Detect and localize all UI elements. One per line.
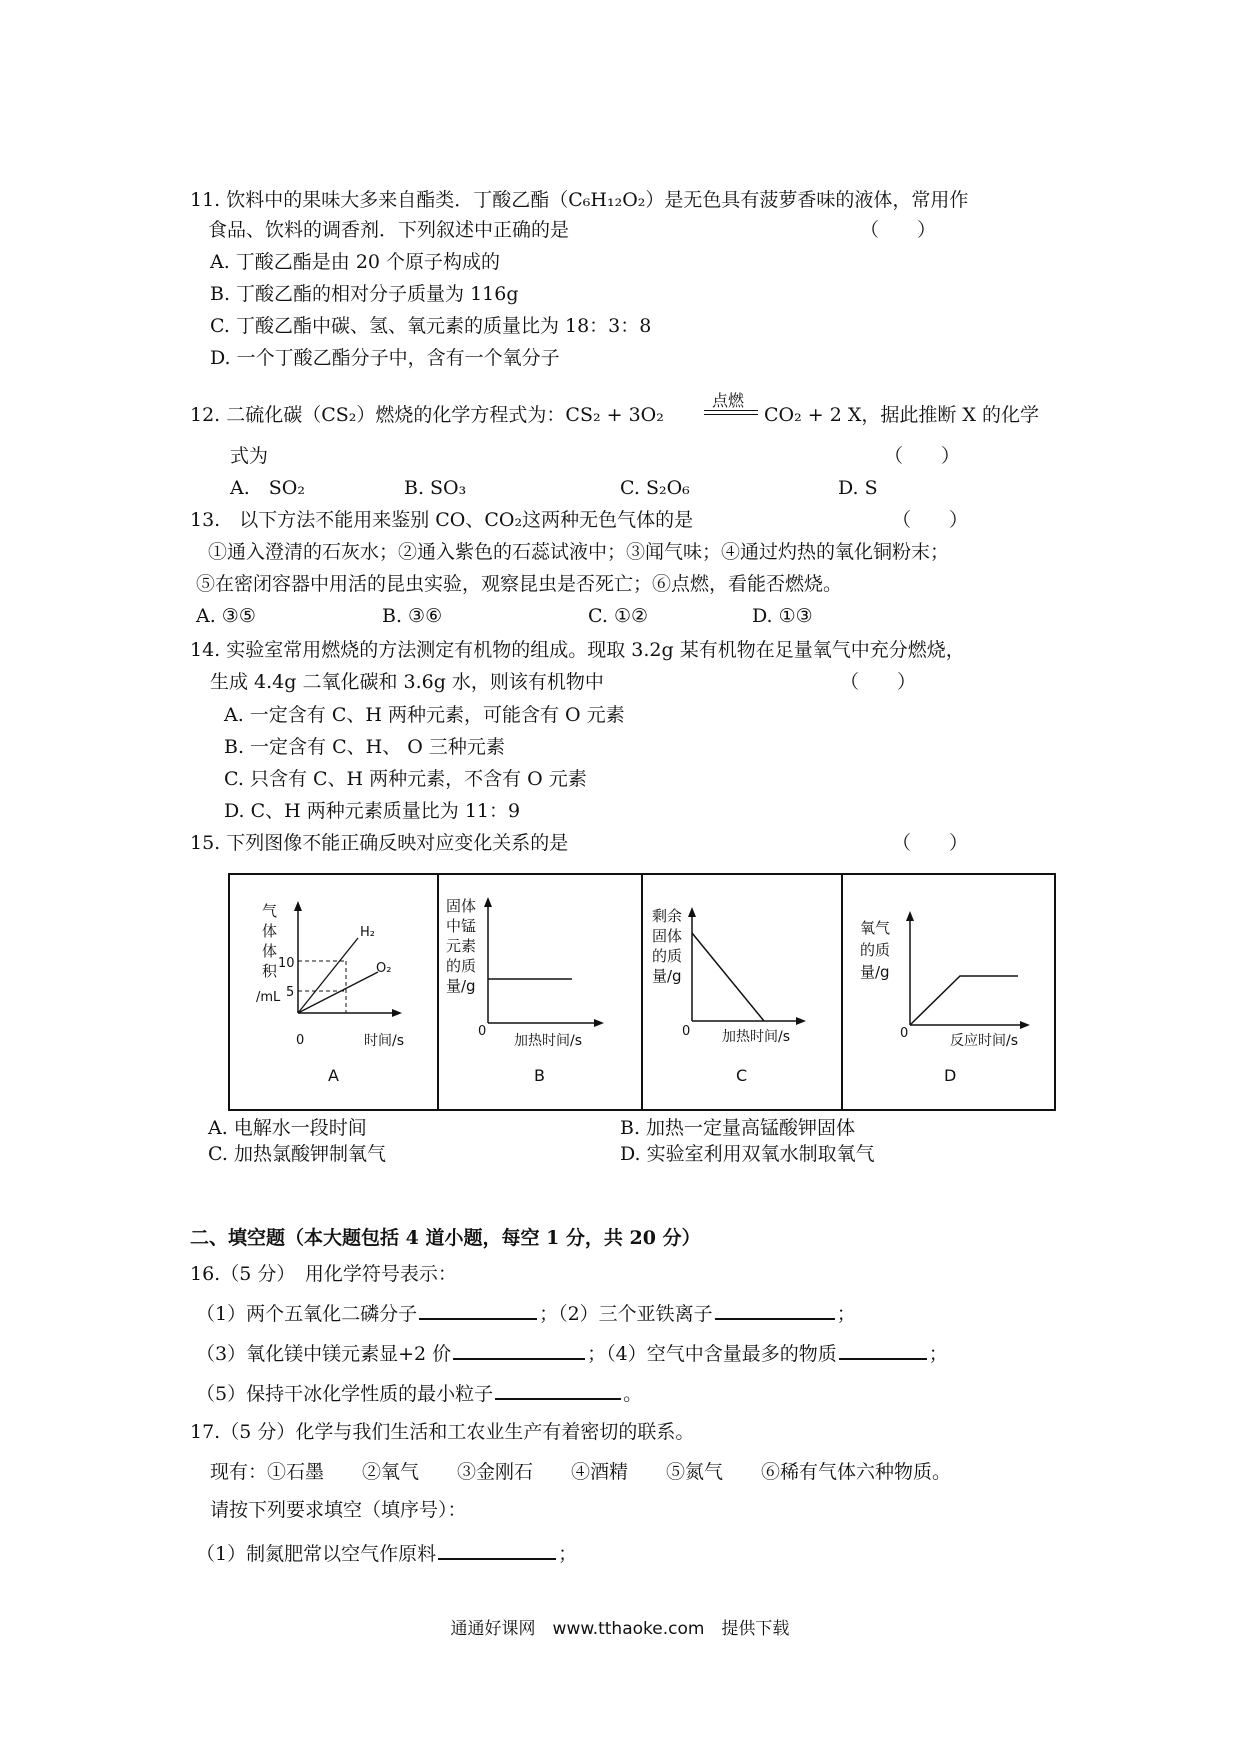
q12-reaction-arrow	[704, 410, 758, 415]
q16-semicolon-1: ；	[836, 1303, 856, 1325]
q16-stem: 16.（5 分） 用化学符号表示：	[190, 1263, 457, 1285]
q11-stem-line1: 11. 饮料中的果味大多来自酯类．丁酸乙酯（C₆H₁₂O₂）是无色具有菠萝香味的液体，常用作	[190, 189, 969, 211]
graph-c-ylabel-2: 固体	[652, 927, 683, 945]
graph-c-ylabel-1: 剩余	[652, 907, 683, 925]
q13-option-b: B. ③⑥	[382, 605, 443, 627]
q16-part3-text: （3）氧化镁中镁元素显+2 价	[196, 1343, 452, 1365]
q11-option-a: A. 丁酸乙酯是由 20 个原子构成的	[210, 251, 501, 273]
graph-d-ylabel-3: 量/g	[860, 963, 890, 981]
q12-stem-part2: CO₂ + 2 X，据此推断 X 的化学	[764, 404, 1039, 426]
q13-stem-line3: ⑤在密闭容器中用活的昆虫实验，观察昆虫是否死亡；⑥点燃，看能否燃烧。	[196, 573, 843, 595]
graph-c-ylabel-4: 量/g	[652, 967, 682, 985]
graph-d-ylabel-2: 的质	[860, 941, 891, 959]
q13-stem-line2: ①通入澄清的石灰水；②通入紫色的石蕊试液中；③闻气味；④通过灼热的氧化铜粉末；	[208, 541, 950, 563]
q17-blank-1[interactable]	[438, 1540, 556, 1560]
q16-period: 。	[623, 1383, 643, 1405]
q11-option-b: B. 丁酸乙酯的相对分子质量为 116g	[210, 283, 519, 305]
graph-c-ylabel-3: 的质	[652, 947, 683, 965]
graph-b-ylabel-3: 元素	[446, 937, 477, 955]
q12-option-d: D. S	[838, 477, 878, 499]
graph-c-letter: C	[736, 1066, 748, 1085]
q14-option-c: C. 只含有 C、H 两种元素，不含有 O 元素	[224, 768, 587, 790]
q14-option-d: D. C、H 两种元素质量比为 11：9	[224, 800, 521, 822]
q15-option-c: C. 加热氯酸钾制氧气	[208, 1143, 386, 1165]
graph-b-ylabel-4: 的质	[446, 957, 477, 975]
graph-b-ylabel-1: 固体	[446, 897, 477, 915]
graph-a	[256, 901, 404, 1085]
q16-blank-2[interactable]	[715, 1300, 835, 1320]
q16-part-3-4	[196, 1340, 948, 1366]
q12-stem-part1: 12. 二硫化碳（CS₂）燃烧的化学方程式为：CS₂ + 3O₂	[190, 404, 664, 426]
q13-answer-paren: （ ）	[892, 509, 969, 531]
q14-option-b: B. 一定含有 C、H、 O 三种元素	[224, 736, 505, 758]
q17-part-1	[196, 1540, 577, 1566]
q17-part1-text: （1）制氮肥常以空气作原料	[196, 1543, 437, 1565]
q15-answer-paren: （ ）	[892, 832, 969, 854]
q15-option-b: B. 加热一定量高锰酸钾固体	[620, 1117, 856, 1139]
q14-answer-paren: （ ）	[840, 671, 917, 693]
q11-option-d: D. 一个丁酸乙酯分子中，含有一个氧分子	[210, 347, 560, 369]
q12-stem-line2: 式为	[230, 445, 269, 467]
graph-b-xlabel: 加热时间/s	[514, 1033, 583, 1049]
graph-a-xlabel: 时间/s	[364, 1033, 405, 1049]
q13-stem-line1: 13. 以下方法不能用来鉴别 CO、CO₂这两种无色气体的是	[190, 509, 694, 531]
q17-instruction: 请按下列要求填空（填序号）：	[210, 1499, 467, 1521]
q14-option-a: A. 一定含有 C、H 两种元素，可能含有 O 元素	[224, 704, 625, 726]
page-footer: 通通好课网 www.tthaoke.com 提供下载	[450, 1619, 790, 1639]
q12-option-a: A. SO₂	[230, 477, 305, 499]
graph-a-ylabel-2: 体	[262, 922, 278, 940]
q16-part5-text: （5）保持干冰化学性质的最小粒子	[196, 1383, 494, 1405]
graph-b-ylabel-2: 中锰	[446, 917, 477, 935]
graph-a-series-h2: H₂	[360, 925, 375, 940]
q13-option-c: C. ①②	[588, 605, 649, 627]
q14-stem-line1: 14. 实验室常用燃烧的方法测定有机物的组成。现取 3.2g 某有机物在足量氧气中充分燃烧，	[190, 639, 965, 661]
q16-part2-text: ；（2）三个亚铁离子	[539, 1303, 713, 1325]
q12-option-b: B. SO₃	[404, 477, 467, 499]
q16-blank-1[interactable]	[419, 1300, 537, 1320]
q17-substances: 现有：①石墨 ②氧气 ③金刚石 ④酒精 ⑤氮气 ⑥稀有气体六种物质。	[210, 1461, 952, 1483]
q15-option-d: D. 实验室利用双氧水制取氧气	[620, 1143, 875, 1165]
q16-semicolon-2: ；	[928, 1343, 948, 1365]
q15-option-a: A. 电解水一段时间	[208, 1117, 367, 1139]
q12-answer-paren: （ ）	[884, 445, 961, 467]
graph-a-ylabel-4: 积	[262, 962, 278, 980]
q16-blank-5[interactable]	[495, 1380, 621, 1400]
graph-b-letter: B	[534, 1066, 545, 1085]
q12-option-c: C. S₂O₆	[620, 477, 690, 499]
q16-blank-4[interactable]	[839, 1340, 927, 1360]
q17-semicolon: ；	[558, 1543, 578, 1565]
graph-a-letter: A	[328, 1066, 339, 1085]
q17-stem: 17.（5 分）化学与我们生活和工农业生产有着密切的联系。	[190, 1421, 695, 1443]
q11-option-c: C. 丁酸乙酯中碳、氢、氧元素的质量比为 18：3：8	[210, 315, 652, 337]
graph-c	[652, 907, 806, 1085]
graph-a-ylabel-1: 气	[262, 902, 278, 920]
graph-c-origin: 0	[682, 1024, 691, 1039]
graph-a-tick-10: 10	[278, 956, 295, 971]
q11-stem-line2: 食品、饮料的调香剂．下列叙述中正确的是	[208, 219, 570, 241]
q16-blank-3[interactable]	[453, 1340, 585, 1360]
section-2-heading: 二、填空题（本大题包括 4 道小题，每空 1 分，共 20 分）	[190, 1227, 701, 1249]
graph-b-ylabel-5: 量/g	[446, 977, 476, 995]
q16-part-1-2	[196, 1300, 856, 1326]
q13-option-d: D. ①③	[752, 605, 813, 627]
graph-d-letter: D	[944, 1066, 957, 1085]
graph-a-tick-5: 5	[286, 985, 295, 1000]
q11-answer-paren: （ ）	[860, 219, 937, 241]
q15-graphs-panel	[228, 873, 1056, 1111]
q14-stem-line2: 生成 4.4g 二氧化碳和 3.6g 水，则该有机物中	[210, 671, 604, 693]
graph-d-ylabel-1: 氧气	[860, 919, 891, 937]
q16-part1-text: （1）两个五氧化二磷分子	[196, 1303, 418, 1325]
graph-a-ylabel-3: 体	[262, 942, 278, 960]
graph-d	[860, 911, 1030, 1085]
graph-c-xlabel: 加热时间/s	[722, 1029, 791, 1045]
q15-stem: 15. 下列图像不能正确反映对应变化关系的是	[190, 832, 569, 854]
q16-part4-text: ；（4）空气中含量最多的物质	[587, 1343, 837, 1365]
q13-option-a: A. ③⑤	[196, 605, 256, 627]
graph-a-origin: 0	[296, 1033, 305, 1048]
graph-a-series-o2: O₂	[376, 961, 392, 976]
graph-d-xlabel: 反应时间/s	[950, 1033, 1019, 1049]
graph-d-origin: 0	[900, 1026, 909, 1041]
graph-b	[446, 897, 604, 1085]
graph-a-ylabel-5: /mL	[256, 990, 281, 1005]
q12-reaction-condition: 点燃	[712, 391, 745, 410]
graph-b-origin: 0	[478, 1024, 487, 1039]
q16-part-5	[196, 1380, 642, 1406]
